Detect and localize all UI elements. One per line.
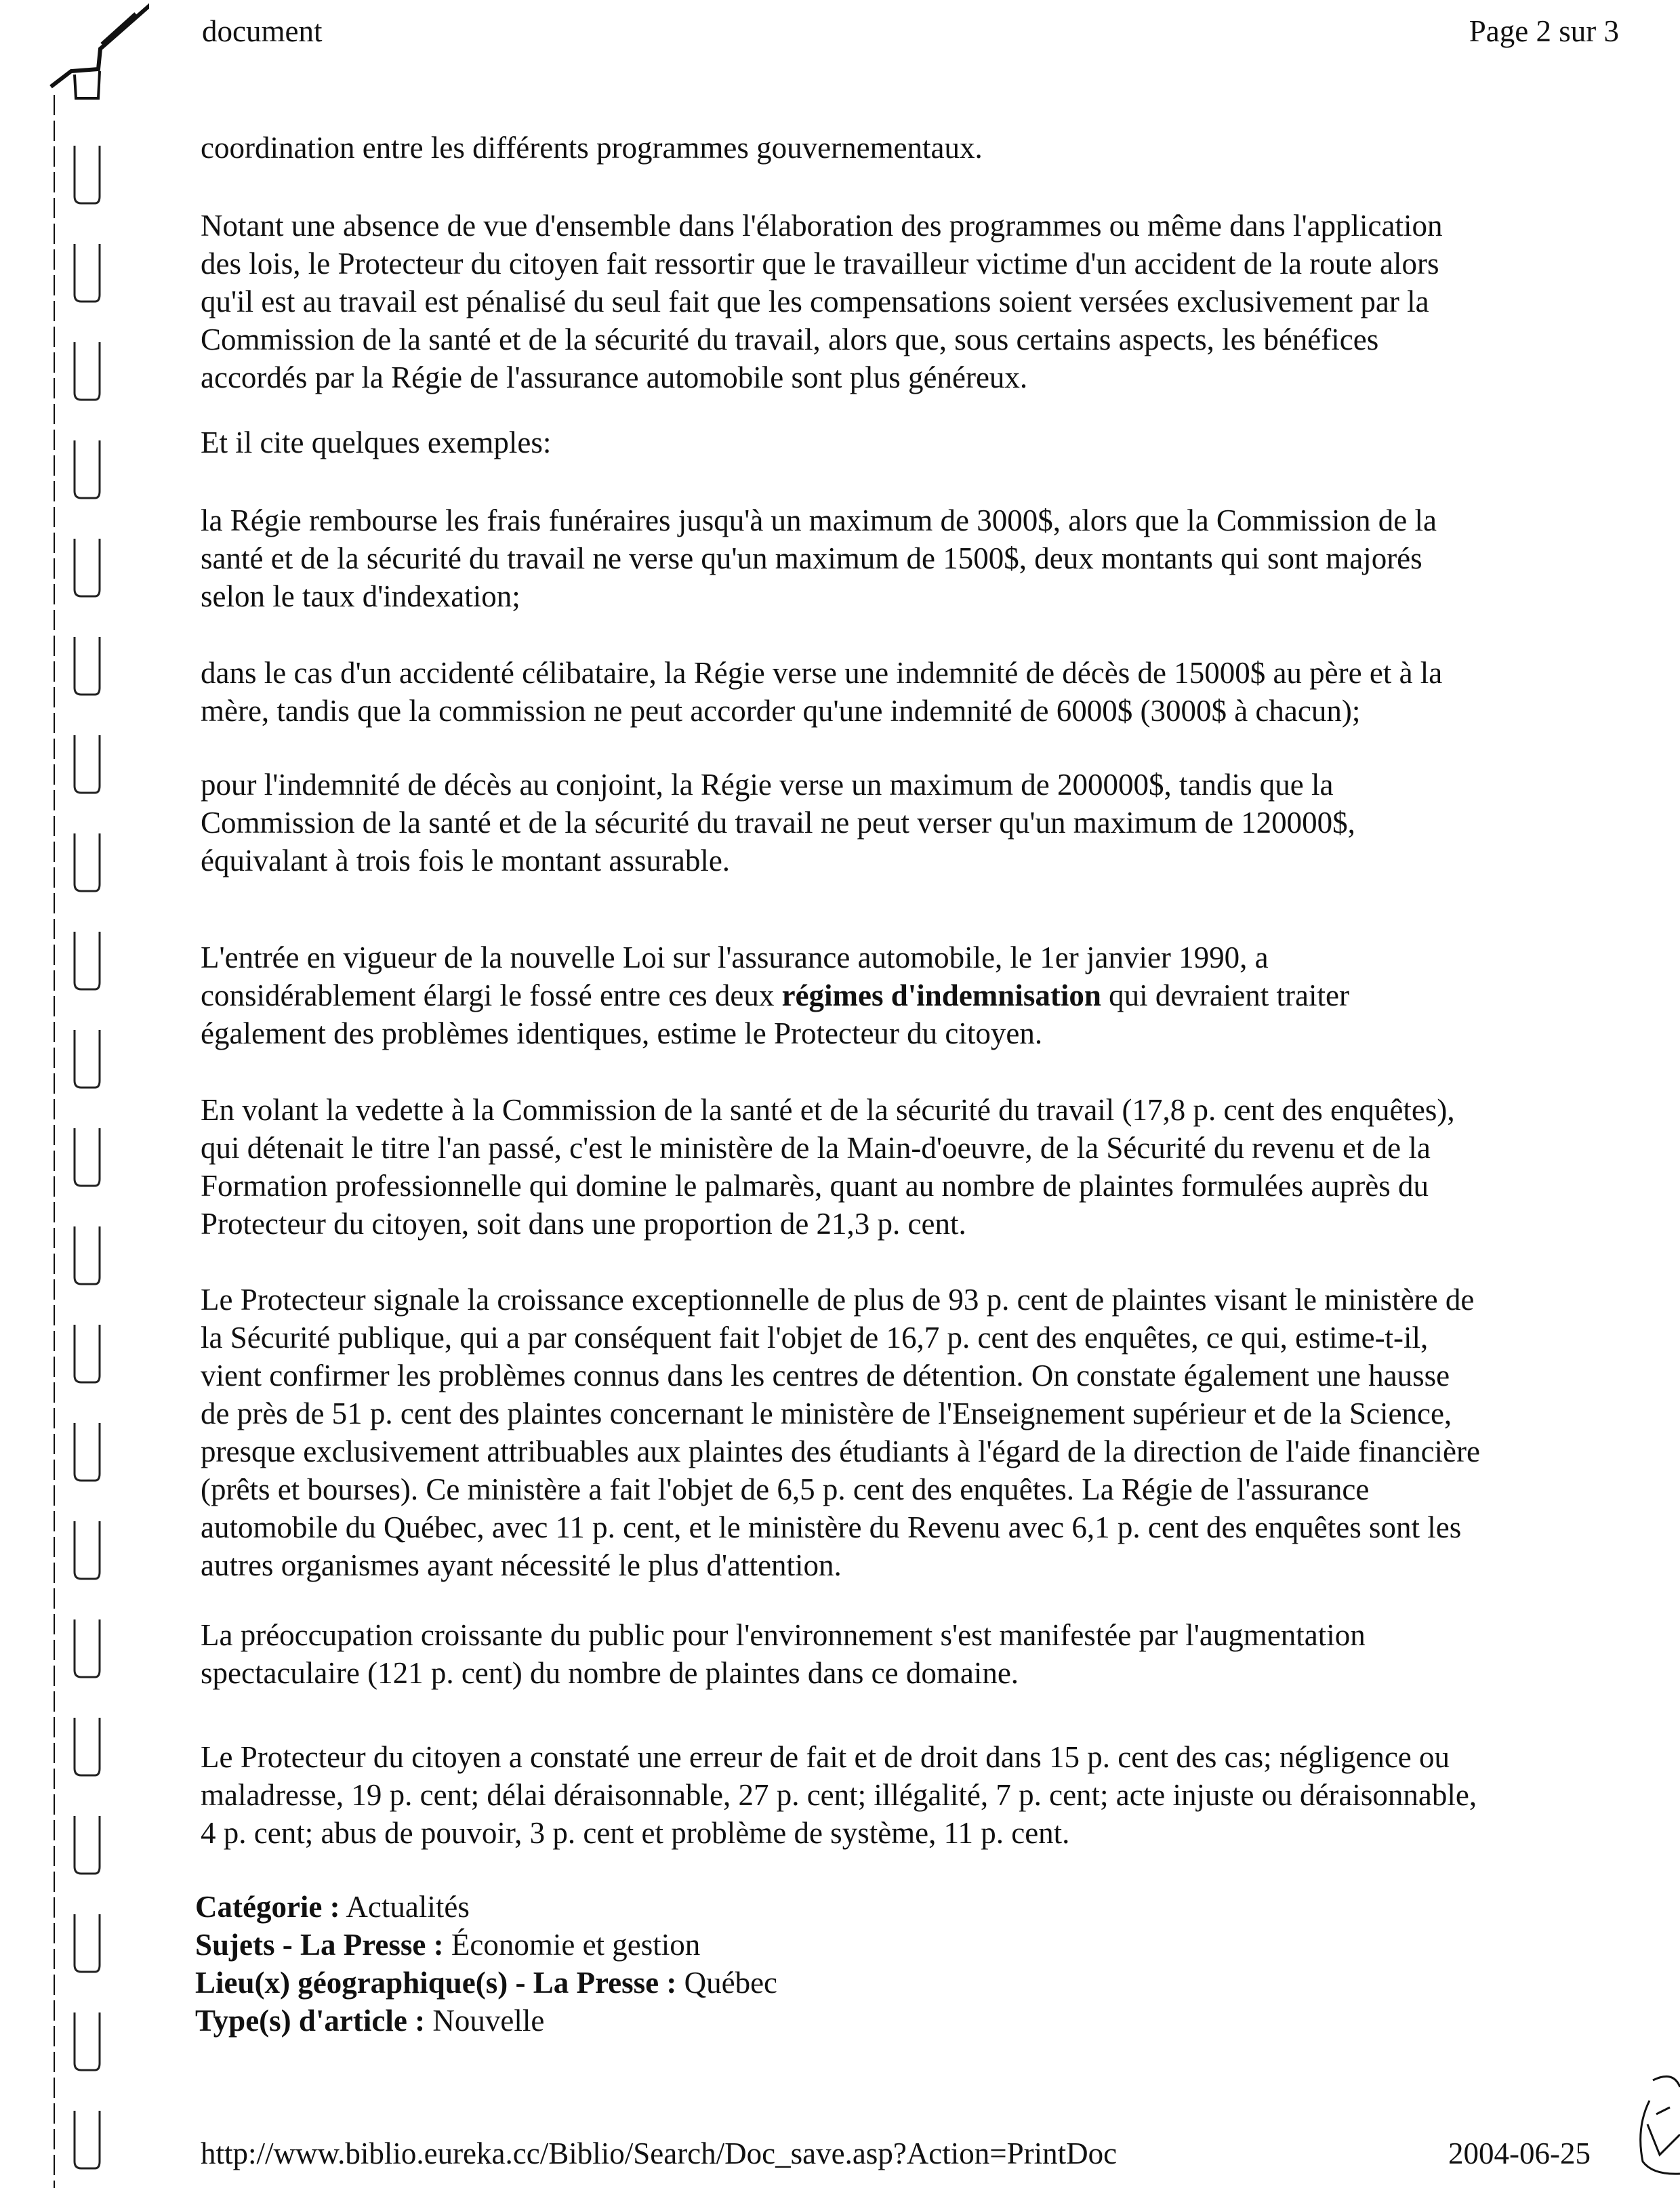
paragraph — [201, 207, 1651, 396]
text-line: En volant la vedette à la Commission de la santé et de la sécurité du travail (17,8 p. cent des enquêtes), — [201, 1093, 1455, 1127]
text-line: qu'il est au travail est pénalisé du seul fait que les compensations soient versées exclusivement par la — [201, 285, 1429, 318]
binder-hole-icon — [75, 833, 100, 891]
binder-hole-icon — [75, 342, 100, 400]
text-line: presque exclusivement attribuables aux plaintes des étudiants à l'égard de la direction de l'aide financière — [201, 1434, 1480, 1468]
binder-hole-icon — [75, 244, 100, 302]
meta-value: Québec — [676, 1966, 778, 2000]
binder-hole-icon — [75, 440, 100, 498]
text-line: (prêts et bourses). Ce ministère a fait l'objet de 6,5 p. cent des enquêtes. La Régie de l'assurance — [201, 1472, 1370, 1506]
text-line: pour l'indemnité de décès au conjoint, la Régie verse un maximum de 200000$, tandis que la — [201, 768, 1334, 802]
paragraph-loi — [201, 938, 1651, 1052]
text-line: Commission de la santé et de la sécurité du travail, alors que, sous certains aspects, les bénéfices — [201, 323, 1379, 356]
footer-url: http://www.biblio.eureka.cc/Biblio/Search/Doc_save.asp?Action=PrintDoc — [201, 2137, 1118, 2170]
meta-label: Type(s) d'article : — [195, 2004, 426, 2038]
paragraph — [201, 501, 1651, 615]
text-line: Et il cite quelques exemples: — [201, 426, 552, 459]
binder-holes-icon — [0, 0, 149, 2188]
paragraph — [201, 766, 1651, 880]
text-line — [201, 976, 1651, 1014]
binder-hole-icon — [75, 1718, 100, 1775]
meta-label: Lieu(x) géographique(s) - La Presse : — [195, 1966, 677, 2000]
binder-hole-icon — [75, 1619, 100, 1677]
meta-article-type — [195, 2002, 777, 2040]
meta-label: Catégorie : — [195, 1890, 340, 1924]
binder-hole-icon — [75, 932, 100, 989]
meta-location — [195, 1964, 777, 2002]
text-line: Protecteur du citoyen, soit dans une proportion de 21,3 p. cent. — [201, 1207, 966, 1241]
paragraph — [201, 129, 1651, 167]
text-line: coordination entre les différents programmes gouvernementaux. — [201, 131, 983, 165]
text-line: mère, tandis que la commission ne peut accorder qu'une indemnité de 6000$ (3000$ à chacun); — [201, 694, 1361, 728]
page-indicator: Page 2 sur 3 — [1469, 14, 1619, 48]
text-line: des lois, le Protecteur du citoyen fait ressortir que le travailleur victime d'un accident de la route alors — [201, 247, 1439, 281]
text-line: La préoccupation croissante du public pour l'environnement s'est manifestée par l'augmentation — [201, 1618, 1366, 1652]
text-line: accordés par la Régie de l'assurance automobile sont plus généreux. — [201, 360, 1028, 394]
binder-hole-icon — [75, 1128, 100, 1186]
text-line: équivalant à trois fois le montant assurable. — [201, 844, 731, 878]
text-line: de près de 51 p. cent des plaintes concernant le ministère de l'Enseignement supérieur et de la Science, — [201, 1397, 1452, 1430]
document-title: document — [202, 14, 323, 48]
text-line: maladresse, 19 p. cent; délai déraisonnable, 27 p. cent; illégalité, 7 p. cent; acte injuste ou déraisonnable, — [201, 1778, 1477, 1812]
handwritten-checkmark-icon — [1633, 2060, 1680, 2175]
binder-hole-icon — [75, 637, 100, 695]
text-line: automobile du Québec, avec 11 p. cent, et le ministère du Revenu avec 6,1 p. cent des enquêtes sont les — [201, 1510, 1462, 1544]
text-line: Le Protecteur du citoyen a constaté une erreur de fait et de droit dans 15 p. cent des cas; négligence ou — [201, 1740, 1450, 1774]
text-line: spectaculaire (121 p. cent) du nombre de plaintes dans ce domaine. — [201, 1656, 1019, 1690]
text-line: 4 p. cent; abus de pouvoir, 3 p. cent et problème de système, 11 p. cent. — [201, 1816, 1070, 1850]
text-line: la Sécurité publique, qui a par conséquent fait l'objet de 16,7 p. cent des enquêtes, ce qui, estime-t-il, — [201, 1321, 1429, 1355]
paragraph — [201, 1616, 1651, 1692]
text-line: dans le cas d'un accidenté célibataire, la Régie verse une indemnité de décès de 15000$ au père et à la — [201, 656, 1443, 690]
binder-hole-icon — [75, 2012, 100, 2070]
text-line: Commission de la santé et de la sécurité du travail ne peut verser qu'un maximum de 120000$, — [201, 806, 1355, 840]
text-line: Notant une absence de vue d'ensemble dans l'élaboration des programmes ou même dans l'application — [201, 209, 1443, 243]
paragraph — [201, 1738, 1651, 1852]
meta-label: Sujets - La Presse : — [195, 1928, 444, 1962]
binder-hole-icon — [75, 2111, 100, 2168]
binder-hole-icon — [75, 1914, 100, 1972]
binder-hole-icon — [75, 1521, 100, 1579]
meta-value: Actualités — [340, 1890, 470, 1924]
meta-value: Nouvelle — [425, 2004, 545, 2038]
meta-subjects — [195, 1926, 777, 1964]
paragraph — [201, 424, 1651, 461]
footer-date: 2004-06-25 — [1448, 2137, 1591, 2170]
text-line: autres organismes ayant nécessité le plus d'attention. — [201, 1548, 842, 1582]
binder-hole-icon — [75, 1030, 100, 1088]
binder-hole-icon — [75, 1423, 100, 1481]
binder-hole-icon — [75, 1325, 100, 1382]
binder-hole-icon — [75, 1226, 100, 1284]
text-line: selon le taux d'indexation; — [201, 579, 520, 613]
text-line: vient confirmer les problèmes connus dans les centres de détention. On constate également une hausse — [201, 1359, 1450, 1392]
text-line: santé et de la sécurité du travail ne verse qu'un maximum de 1500$, deux montants qui sont majorés — [201, 541, 1422, 575]
text-line: Le Protecteur signale la croissance exceptionnelle de plus de 93 p. cent de plaintes visant le ministère de — [201, 1283, 1475, 1317]
binder-hole-icon — [75, 146, 100, 203]
text-line: L'entrée en vigueur de la nouvelle Loi sur l'assurance automobile, le 1er janvier 1990, a — [201, 941, 1269, 974]
text-line: la Régie rembourse les frais funéraires jusqu'à un maximum de 3000$, alors que la Commission de la — [201, 503, 1437, 537]
binder-hole-icon — [75, 539, 100, 596]
bold-term: régimes d'indemnisation — [781, 978, 1101, 1012]
text-span: considérablement élargi le fossé entre ces deux — [201, 978, 782, 1012]
meta-category — [195, 1888, 777, 1926]
paragraph — [201, 654, 1651, 730]
meta-value: Économie et gestion — [443, 1928, 701, 1962]
text-span: qui devraient traiter — [1101, 978, 1349, 1012]
article-metadata — [195, 1888, 777, 2040]
paragraph — [201, 1281, 1651, 1584]
binder-hole-icon — [75, 735, 100, 793]
text-line: également des problèmes identiques, estime le Protecteur du citoyen. — [201, 1016, 1043, 1050]
paragraph — [201, 1091, 1651, 1243]
text-line: qui détenait le titre l'an passé, c'est le ministère de la Main-d'oeuvre, de la Sécurité du revenu et de la — [201, 1131, 1431, 1165]
binder-hole-icon — [75, 1816, 100, 1874]
text-line: Formation professionnelle qui domine le palmarès, quant au nombre de plaintes formulées auprès du — [201, 1169, 1429, 1203]
